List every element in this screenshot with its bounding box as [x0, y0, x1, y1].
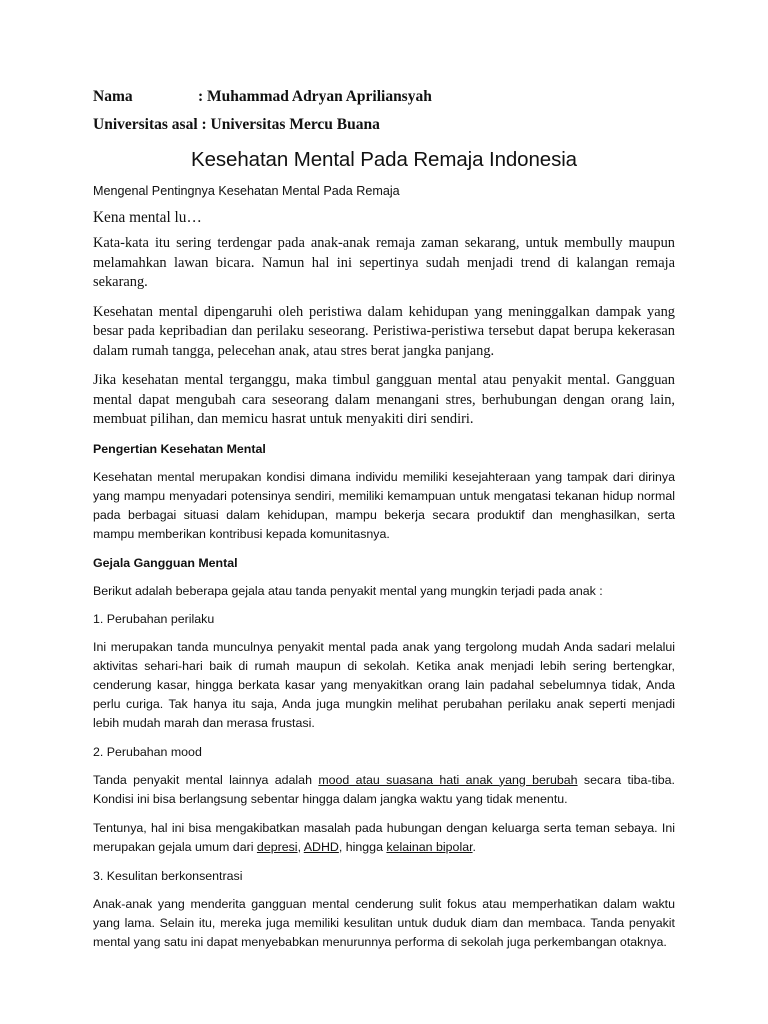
university-line	[93, 115, 675, 135]
symptom-3-paragraph: Anak-anak yang menderita gangguan mental cenderung sulit fokus atau memperhatikan dalam waktu yang lama. Selain itu, mereka juga memiliki kesulitan untuk duduk diam dan membaca. Tanda penyakit mental yang satu ini dapat menyebabkan menurunnya performa di sekolah juga perkembangan otaknya.	[93, 896, 675, 949]
author-line	[93, 87, 675, 107]
adhd-link[interactable]: ADHD	[303, 839, 339, 854]
university-label: Universitas asal	[93, 116, 198, 133]
symptom-1-paragraph: Ini merupakan tanda munculnya penyakit mental pada anak yang tergolong mudah Anda sadari melalui aktivitas sehari-hari baik di rumah maupun di sekolah. Ketika anak menjadi lebih sering bertengkar, cenderung kasar, hingga berkata kasar yang menyakitkan orang lain padahal sebelumnya tidak, Anda perlu curiga. Tak hanya itu saja, Anda juga mungkin melihat perubahan perilaku anak seperti menjadi lebih mudah marah dan merasa frustasi.	[93, 639, 675, 730]
text-run: , hingga	[338, 839, 387, 854]
text-run: secara tiba-tiba. Kondisi ini bisa berlangsung sebentar hingga dalam jangka waktu yang tidak menentu.	[93, 772, 675, 806]
intro-paragraph-3: Jika kesehatan mental terganggu, maka timbul gangguan mental atau penyakit mental. Gangguan mental dapat mengubah cara seseorang dalam menangani stres, berhubungan dengan orang lain, membuat pilihan, dan memicu hasrat untuk menyakiti diri sendiri.	[93, 372, 675, 427]
document-subtitle: Mengenal Pentingnya Kesehatan Mental Pada Remaja	[93, 184, 400, 198]
definition-paragraph: Kesehatan mental merupakan kondisi dimana individu memiliki kesejahteraan yang tampak dari dirinya yang mampu menyadari potensinya sendiri, memiliki kemampuan untuk mengatasi tekanan hidup normal pada berbagai situasi dalam kehidupan, mampu bekerja secara produktif dan menghasilkan, serta mampu memberikan kontribusi kepada komunitasnya.	[93, 469, 675, 541]
symptom-2-paragraph-2	[93, 819, 675, 857]
text-run: Tentunya, hal ini bisa mengakibatkan masalah pada hubungan dengan keluarga serta teman sebaya.	[93, 820, 658, 835]
opening-quote: Kena mental lu…	[93, 209, 202, 226]
symptoms-intro: Berikut adalah beberapa gejala atau tanda penyakit mental yang mungkin terjadi pada anak :	[93, 583, 603, 598]
depresi-link[interactable]: depresi	[256, 839, 298, 854]
symptom-2-title: 2. Perubahan mood	[93, 744, 202, 759]
symptom-2-paragraph-1	[93, 771, 675, 809]
text-run: .	[472, 839, 476, 854]
name-value: : Muhammad Adryan Apriliansyah	[198, 88, 432, 105]
section-heading-definition: Pengertian Kesehatan Mental	[93, 441, 266, 456]
section-heading-symptoms: Gejala Gangguan Mental	[93, 555, 238, 570]
name-label: Nama	[93, 88, 133, 105]
mood-link[interactable]: mood atau suasana hati anak yang berubah	[318, 772, 578, 787]
text-run: Ini merupakan gejala umum dari	[93, 820, 675, 854]
bipolar-link[interactable]: kelainan bipolar	[386, 839, 473, 854]
symptom-3-title: 3. Kesulitan berkonsentrasi	[93, 868, 243, 883]
document-title: Kesehatan Mental Pada Remaja Indonesia	[191, 148, 577, 171]
university-value: : Universitas Mercu Buana	[201, 116, 380, 133]
symptom-1-title: 1. Perubahan perilaku	[93, 611, 215, 626]
intro-paragraph-2: Kesehatan mental dipengaruhi oleh peristiwa dalam kehidupan yang meninggalkan dampak yang besar pada kepribadian dan perilaku seseorang. Peristiwa-peristiwa tersebut dapat berupa kekerasan dalam rumah tangga, pelecehan anak, atau stres berat jangka panjang.	[93, 303, 675, 359]
intro-paragraph-1: Kata-kata itu sering terdengar pada anak-anak remaja zaman sekarang, untuk membully maupun melamahkan lawan bicara. Namun hal ini sepertinya sudah menjadi trend di kalangan remaja sekarang.	[93, 235, 675, 290]
text-run: ,	[297, 839, 304, 854]
text-run: Tanda penyakit mental lainnya adalah	[93, 772, 319, 787]
